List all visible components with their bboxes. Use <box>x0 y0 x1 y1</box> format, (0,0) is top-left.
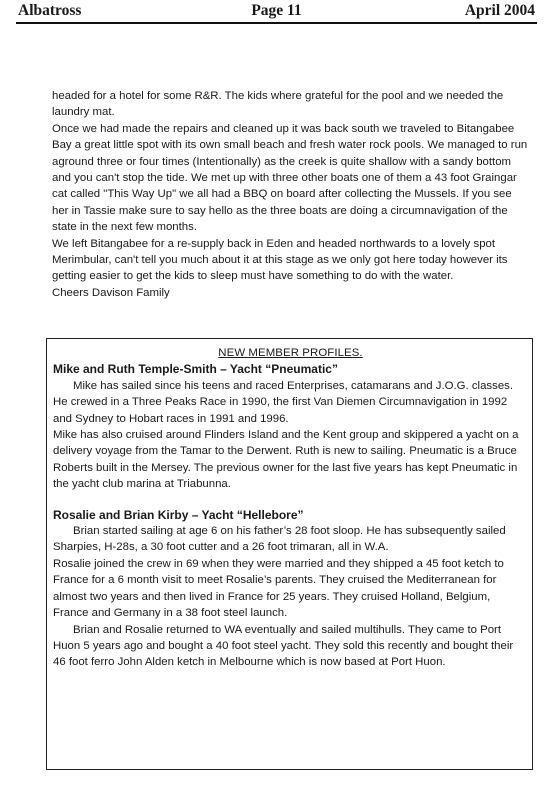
article-body <box>52 88 530 301</box>
article-paragraph: We left Bitangabee for a re-supply back in Eden and headed northwards to a lovely spot Merimbular, can't tell you much about it at this stage as we only got here today however its getting easier to get the kids to sleep must have something to do with the water. <box>52 237 508 283</box>
issue-date: April 2004 <box>464 2 535 19</box>
profile-paragraph: Mike has sailed since his teens and raced Enterprises, catamarans and J.O.G. classes. He crewed in a Three Peaks Race in 1990, the first Van Diemen Circumnavigation in 1992 and Sydney to Hobart races in 1991 and 1996. <box>53 379 514 425</box>
page-header <box>18 0 535 22</box>
newsletter-name: Albatross <box>18 2 82 19</box>
new-member-profiles-box <box>46 338 533 770</box>
profile-heading-kirby: Rosalie and Brian Kirby – Yacht “Hellebore” <box>53 507 304 522</box>
article-paragraph: headed for a hotel for some R&R. The kids where grateful for the pool and we needed the laundry mat. <box>52 90 504 119</box>
profile-paragraph: Brian and Rosalie returned to WA eventually and sailed multihulls. They came to Port Huon 5 years ago and bought a 40 foot steel yacht. They sold this recently and bought their 46 foot ferro John Alden ketch in Melbourne which is now based at Port Huon. <box>53 623 514 669</box>
profile-paragraph: Brian started sailing at age 6 on his father’s 28 foot sloop. He has subsequently sailed Sharpies, H-28s, a 30 foot cutter and a 26 foot trimaran, all in W.A. <box>53 525 506 554</box>
profiles-content <box>53 345 528 671</box>
header-divider <box>16 22 537 24</box>
article-signoff: Cheers Davison Family <box>52 286 170 299</box>
profiles-title: NEW MEMBER PROFILES. <box>218 347 363 359</box>
profile-paragraph: Rosalie joined the crew in 69 when they were married and they shipped a 45 foot ketch to France for a 6 month visit to meet Rosalie’s parents. They cruised the Mediterranean for almost two years and then lived in France for 25 years. They cruised Holland, Belgium, France and Germany in a 38 foot steel launch. <box>53 557 504 620</box>
page-number: Page 11 <box>251 2 302 19</box>
profile-paragraph: Mike has also cruised around Flinders Island and the Kent group and skippered a yacht on a delivery voyage from the Tamar to the Derwent. Ruth is new to sailing. Pneumatic is a Bruce Roberts built in the Mersey. The previous owner for the last five years has kept Pneumatic in the yacht club marina at Triabunna. <box>53 429 519 491</box>
profile-heading-temple-smith: Mike and Ruth Temple-Smith – Yacht “Pneumatic” <box>53 362 338 377</box>
article-paragraph: Once we had made the repairs and cleaned up it was back south we traveled to Bitangabee Bay a great little spot with its own small beach and fresh water rock pools. We managed to run aground three or four times (Intentionally) as the creek is quite shallow with a sandy bottom and you can't stop the tide. We met up with three other boats one of them a 43 foot Graingar cat called "This Way Up" we all had a BBQ on board after collecting the Mussels. If you see her in Tassie make sure to say hello as the three boats are doing a circumnavigation of the state in the next few months. <box>52 122 528 234</box>
